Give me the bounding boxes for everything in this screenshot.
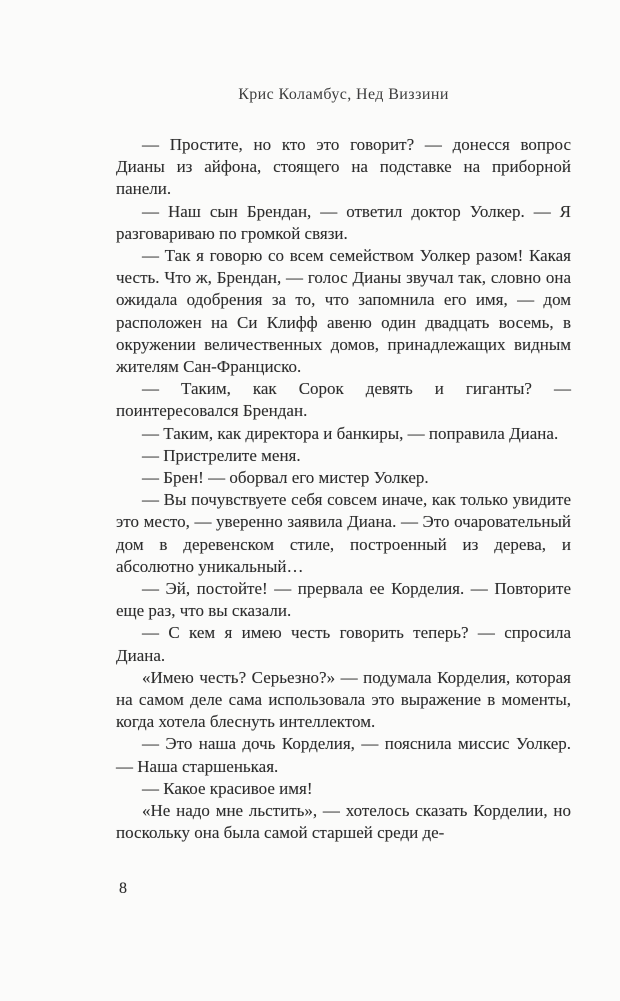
paragraph: — Таким, как директора и банкиры, — поправила Диана. bbox=[142, 423, 559, 443]
page-number: 8 bbox=[119, 880, 127, 897]
paragraph: — С кем я имею честь говорить теперь? — спросила Диана. bbox=[116, 623, 571, 665]
paragraph: «Имею честь? Серьезно?» — подумала Корделия, которая на самом деле сама использовала это выражение в моменты, когда хотела блеснуть интеллектом. bbox=[116, 667, 571, 732]
paragraph: — Это наша дочь Корделия, — пояснила миссис Уолкер. — Наша старшенькая. bbox=[116, 734, 571, 776]
paragraph: — Так я говорю со всем семейством Уолкер разом! Какая честь. Что ж, Брендан, — голос Дианы звучал так, словно она ожидала одобрения за то, что запомнила его имя, — дом расположен на Си Клифф авеню один двадцать восемь, в окружении величественных домов, принадлежащих видным жителям Сан-Франциско. bbox=[116, 246, 571, 377]
running-header: Крис Коламбус, Нед Виззини bbox=[238, 86, 449, 103]
paragraph: — Простите, но кто это говорит? — донесся вопрос Дианы из айфона, стоящего на подставке на приборной панели. bbox=[116, 135, 571, 199]
paragraph: — Пристрелите меня. bbox=[142, 445, 301, 465]
paragraph: — Наш сын Брендан, — ответил доктор Уолкер. — Я разговариваю по громкой связи. bbox=[116, 201, 571, 243]
paragraph: — Брен! — оборвал его мистер Уолкер. bbox=[142, 468, 429, 488]
paragraph: — Вы почувствуете себя совсем иначе, как только увидите это место, — уверенно заявила Диана. — Это очаровательный дом в деревенском стиле, построенный из дерева, и абсолютно уникальный… bbox=[116, 490, 571, 576]
page-text-block bbox=[116, 134, 571, 845]
paragraph: — Эй, постойте! — прервала ее Корделия. — Повторите еще раз, что вы сказали. bbox=[116, 579, 571, 621]
paragraph: — Какое красивое имя! bbox=[142, 778, 313, 798]
paragraph: «Не надо мне льстить», — хотелось сказать Корделии, но поскольку она была самой старшей среди де- bbox=[116, 801, 571, 843]
paragraph: — Таким, как Сорок девять и гиганты? — поинтересовался Брендан. bbox=[116, 379, 571, 421]
